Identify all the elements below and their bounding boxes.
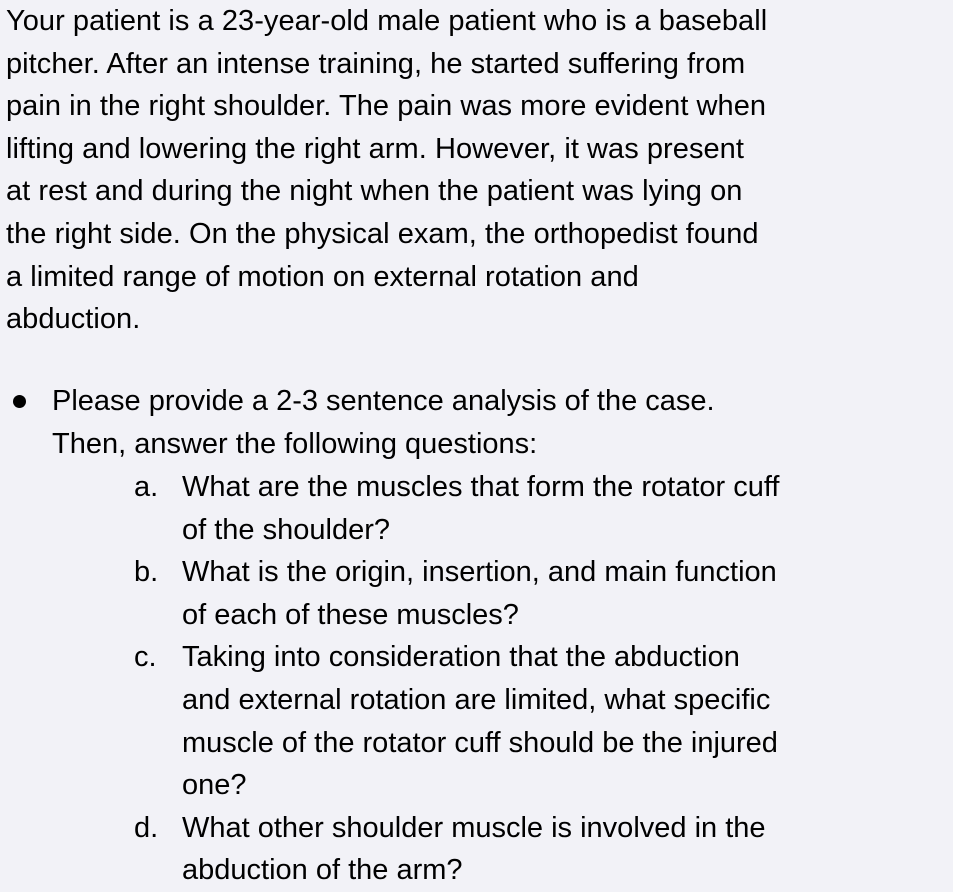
case-line: a limited range of motion on external rotation and — [6, 260, 639, 293]
question-list — [0, 466, 953, 892]
instruction-line: Please provide a 2-3 sentence analysis of the case. — [52, 385, 715, 417]
bullet-dot-icon — [13, 395, 26, 408]
question-item — [0, 636, 953, 806]
case-line: pain in the right shoulder. The pain was more evident when — [6, 90, 767, 123]
question-line: muscle of the rotator cuff should be the injured — [182, 726, 778, 759]
question-item — [0, 551, 953, 636]
question-item — [0, 466, 953, 551]
case-line: Your patient is a 23-year-old male patient who is a baseball — [6, 5, 768, 37]
question-text — [182, 466, 947, 551]
case-line: at rest and during the night when the patient was lying on — [6, 175, 743, 208]
case-line: abduction. — [6, 303, 141, 336]
question-line: abduction of the arm? — [182, 854, 463, 887]
case-description — [6, 0, 951, 341]
question-line: What other shoulder muscle is involved in the — [182, 811, 766, 844]
instruction-line: Then, answer the following questions: — [52, 427, 538, 460]
question-line: one? — [182, 769, 247, 802]
question-letter: d. — [134, 811, 159, 844]
question-letter: c. — [134, 641, 157, 674]
question-letter: a. — [134, 471, 159, 503]
question-line: Taking into consideration that the abduction — [182, 641, 740, 674]
question-item — [0, 807, 953, 892]
question-text — [182, 551, 947, 636]
question-text — [182, 636, 947, 806]
question-line: of each of these muscles? — [182, 598, 519, 631]
case-line: pitcher. After an intense training, he started suffering from — [6, 47, 746, 80]
question-line: and external rotation are limited, what specific — [182, 683, 771, 716]
question-line: of the shoulder? — [182, 513, 390, 546]
case-line: the right side. On the physical exam, the orthopedist found — [6, 217, 759, 250]
question-line: What is the origin, insertion, and main function — [182, 556, 777, 589]
case-line: lifting and lowering the right arm. However, it was present — [6, 132, 744, 165]
question-line: What are the muscles that form the rotator cuff — [182, 471, 780, 503]
question-text — [182, 807, 947, 892]
question-letter: b. — [134, 556, 159, 589]
instruction-text — [52, 380, 715, 465]
